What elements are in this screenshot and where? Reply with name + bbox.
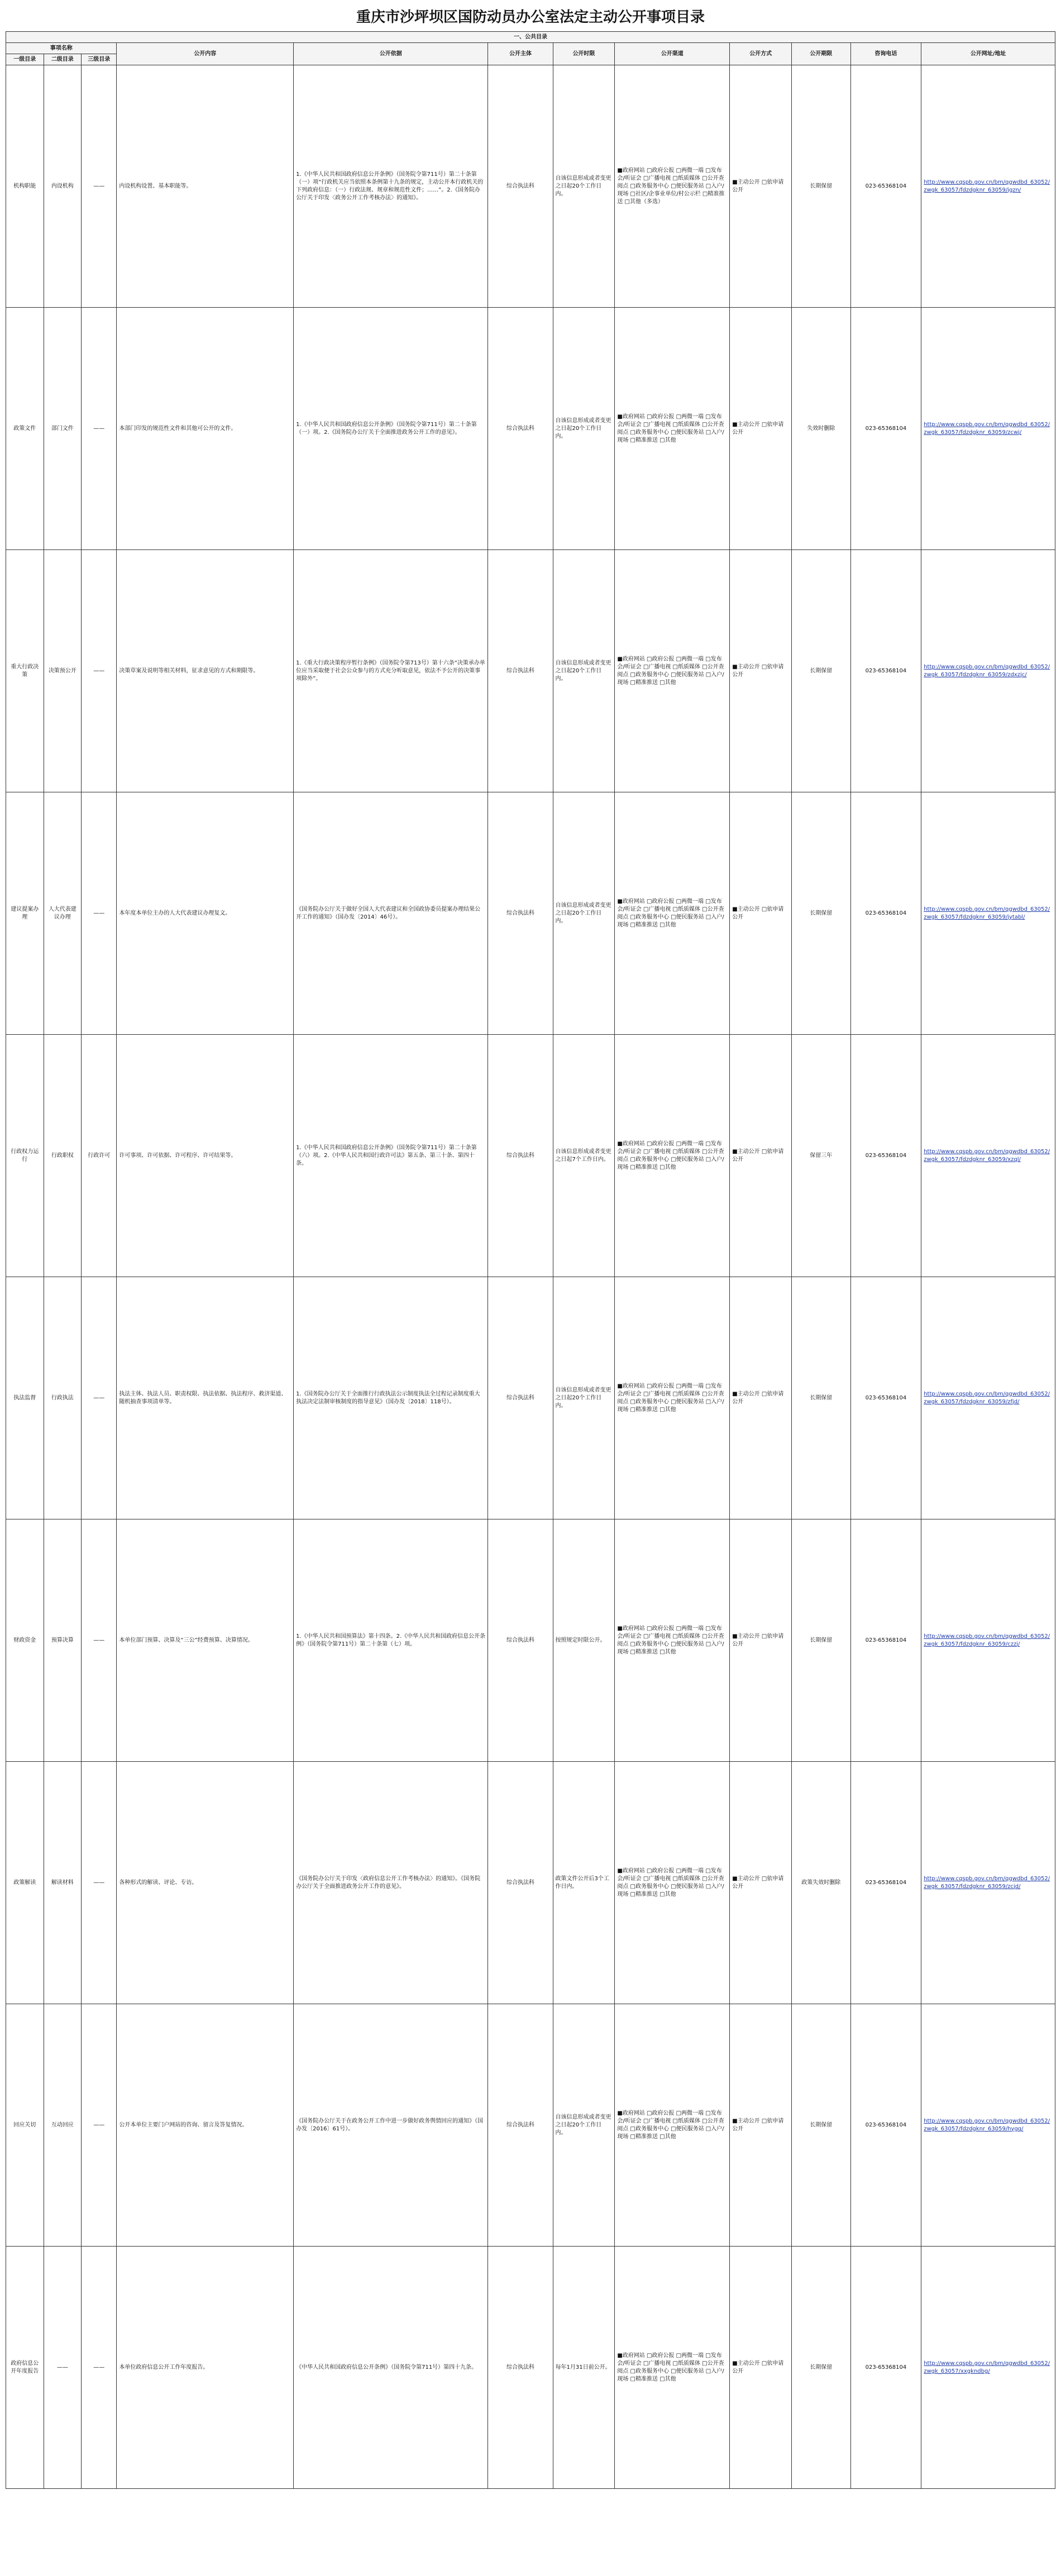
level2-cell: —— — [44, 2247, 82, 2489]
url-link[interactable]: http://www.cqspb.gov.cn/bm/qgwdbd_63052/zwgk_63057/fdzdgknr_63059/hygq/ — [921, 2004, 1055, 2247]
channel-cell: ■政府网站 □政府公报 □两微一端 □发布会/听证会 □广播电视 □纸质媒体 □公开查阅点 □政务服务中心 □便民服务站 □入户/现场 □精准推送 □其他 — [615, 1519, 730, 1762]
time-cell: 政策文件公开后3个工作日内。 — [553, 1762, 615, 2004]
channel-cell: ■政府网站 □政府公报 □两微一端 □发布会/听证会 □广播电视 □纸质媒体 □公开查阅点 □政务服务中心 □便民服务站 □入户/现场 □精准推送 □其他 — [615, 1035, 730, 1277]
subject-cell: 综合执法科 — [488, 1035, 553, 1277]
basis-cell: 1.《重大行政决策程序暂行条例》（国务院令第713号）第十六条“决策承办单位应当采取便于社会公众参与的方式充分听取意见，依法不予公开的决策事项除外”。 — [294, 550, 488, 792]
period-cell: 长期保留 — [792, 65, 851, 308]
method-cell: ■主动公开 □依申请公开 — [730, 550, 792, 792]
header-phone: 咨询电话 — [850, 43, 921, 65]
content-cell: 许可事项、许可依据、许可程序、许可结果等。 — [117, 1035, 294, 1277]
level2-cell: 决策预公开 — [44, 550, 82, 792]
subject-cell: 综合执法科 — [488, 550, 553, 792]
time-cell: 自该信息形成或者变更之日起20个工作日内。 — [553, 308, 615, 550]
header-time: 公开时限 — [553, 43, 615, 65]
level2-cell: 部门文件 — [44, 308, 82, 550]
level1-cell: 政府信息公开年度报告 — [6, 2247, 44, 2489]
level2-cell: 行政执法 — [44, 1277, 82, 1519]
subject-cell: 综合执法科 — [488, 1519, 553, 1762]
time-cell: 自该信息形成或者变更之日起20个工作日内。 — [553, 65, 615, 308]
level2-cell: 行政职权 — [44, 1035, 82, 1277]
content-cell: 内设机构设置、基本职能等。 — [117, 65, 294, 308]
time-cell: 按照规定时限公开。 — [553, 1519, 615, 1762]
table-row — [6, 1762, 1055, 2004]
header-level2: 二级目录 — [44, 54, 82, 65]
catalog-body — [6, 65, 1055, 2489]
section-header-row — [6, 32, 1055, 43]
time-cell: 自该信息形成或者变更之日起20个工作日内。 — [553, 550, 615, 792]
phone-cell: 023-65368104 — [850, 65, 921, 308]
channel-cell: ■政府网站 □政府公报 □两微一端 □发布会/听证会 □广播电视 □纸质媒体 □公开查阅点 □政务服务中心 □便民服务站 □入户/现场 □精准推送 □其他 — [615, 1762, 730, 2004]
level1-cell: 财政资金 — [6, 1519, 44, 1762]
method-cell: ■主动公开 □依申请公开 — [730, 1762, 792, 2004]
subject-cell: 综合执法科 — [488, 2247, 553, 2489]
table-row — [6, 1519, 1055, 1762]
url-link[interactable]: http://www.cqspb.gov.cn/bm/qgwdbd_63052/zwgk_63057/fdzdgknr_63059/zcwj/ — [921, 308, 1055, 550]
method-cell: ■主动公开 □依申请公开 — [730, 792, 792, 1035]
content-cell: 公开本单位主要门户网站的咨询、留言及答复情况。 — [117, 2004, 294, 2247]
subject-cell: 综合执法科 — [488, 2004, 553, 2247]
period-cell: 长期保留 — [792, 2247, 851, 2489]
time-cell: 每年1月31日前公开。 — [553, 2247, 615, 2489]
content-cell: 各种形式的解读、评论、专访。 — [117, 1762, 294, 2004]
method-cell: ■主动公开 □依申请公开 — [730, 2247, 792, 2489]
level1-cell: 行政权力运行 — [6, 1035, 44, 1277]
phone-cell: 023-65368104 — [850, 1762, 921, 2004]
phone-cell: 023-65368104 — [850, 1035, 921, 1277]
table-row — [6, 65, 1055, 308]
level1-cell: 建议提案办理 — [6, 792, 44, 1035]
method-cell: ■主动公开 □依申请公开 — [730, 1035, 792, 1277]
level2-cell: 内设机构 — [44, 65, 82, 308]
basis-cell: 《中华人民共和国政府信息公开条例》（国务院令第711号）第四十九条。 — [294, 2247, 488, 2489]
basis-cell: 《国务院办公厅关于印发〈政府信息公开工作考核办法〉的通知》。《国务院办公厅关于全面推进政务公开工作的意见》。 — [294, 1762, 488, 2004]
basis-cell: 1.《中华人民共和国政府信息公开条例》（国务院令第711号）第二十条第（一）项。2.《国务院办公厅关于全面推进政务公开工作的意见》。 — [294, 308, 488, 550]
header-level1: 一级目录 — [6, 54, 44, 65]
content-cell: 本单位部门预算、决算及“三公”经费预算、决算情况。 — [117, 1519, 294, 1762]
header-level3: 三级目录 — [82, 54, 117, 65]
level2-cell: 互动回应 — [44, 2004, 82, 2247]
table-row — [6, 1035, 1055, 1277]
phone-cell: 023-65368104 — [850, 792, 921, 1035]
url-link[interactable]: http://www.cqspb.gov.cn/bm/qgwdbd_63052/zwgk_63057/xxgkndbg/ — [921, 2247, 1055, 2489]
header-content: 公开内容 — [117, 43, 294, 65]
header-channel: 公开渠道 — [615, 43, 730, 65]
phone-cell: 023-65368104 — [850, 2247, 921, 2489]
period-cell: 长期保留 — [792, 2004, 851, 2247]
level2-cell: 预算决算 — [44, 1519, 82, 1762]
phone-cell: 023-65368104 — [850, 550, 921, 792]
channel-cell: ■政府网站 □政府公报 □两微一端 □发布会/听证会 □广播电视 □纸质媒体 □公开查阅点 □政务服务中心 □便民服务站 □入户/现场 □精准推送 □其他 — [615, 550, 730, 792]
content-cell: 决策草案及说明等相关材料，征求意见的方式和期限等。 — [117, 550, 294, 792]
channel-cell: ■政府网站 □政府公报 □两微一端 □发布会/听证会 □广播电视 □纸质媒体 □公开查阅点 □政务服务中心 □便民服务站 □入户/现场 □精准推送 □其他 — [615, 1277, 730, 1519]
method-cell: ■主动公开 □依申请公开 — [730, 2004, 792, 2247]
subject-cell: 综合执法科 — [488, 65, 553, 308]
channel-cell: ■政府网站 □政府公报 □两微一端 □发布会/听证会 □广播电视 □纸质媒体 □公开查阅点 □政务服务中心 □便民服务站 □入户/现场 □精准推送 □其他 — [615, 792, 730, 1035]
method-cell: ■主动公开 □依申请公开 — [730, 1519, 792, 1762]
period-cell: 保留三年 — [792, 1035, 851, 1277]
method-cell: ■主动公开 □依申请公开 — [730, 65, 792, 308]
table-row — [6, 2004, 1055, 2247]
level1-cell: 政策文件 — [6, 308, 44, 550]
table-row — [6, 792, 1055, 1035]
url-link[interactable]: http://www.cqspb.gov.cn/bm/qgwdbd_63052/zwgk_63057/fdzdgknr_63059/czzj/ — [921, 1519, 1055, 1762]
url-link[interactable]: http://www.cqspb.gov.cn/bm/qgwdbd_63052/zwgk_63057/fdzdgknr_63059/jgzn/ — [921, 65, 1055, 308]
phone-cell: 023-65368104 — [850, 2004, 921, 2247]
level3-cell: —— — [82, 308, 117, 550]
content-cell: 本年度本单位主办的人大代表建议办理复文。 — [117, 792, 294, 1035]
basis-cell: 1.《中华人民共和国预算法》第十四条。2.《中华人民共和国政府信息公开条例》（国务院令第711号）第二十条第（七）项。 — [294, 1519, 488, 1762]
period-cell: 长期保留 — [792, 550, 851, 792]
header-method: 公开方式 — [730, 43, 792, 65]
method-cell: ■主动公开 □依申请公开 — [730, 308, 792, 550]
period-cell: 政策失效时删除 — [792, 1762, 851, 2004]
header-subject: 公开主体 — [488, 43, 553, 65]
table-row — [6, 550, 1055, 792]
phone-cell: 023-65368104 — [850, 1277, 921, 1519]
period-cell: 长期保留 — [792, 1277, 851, 1519]
header-period: 公开期限 — [792, 43, 851, 65]
document-title: 重庆市沙坪坝区国防动员办公室法定主动公开事项目录 — [356, 9, 705, 26]
level2-cell: 人大代表建议办理 — [44, 792, 82, 1035]
basis-cell: 1.《国务院办公厅关于全面推行行政执法公示制度执法全过程记录制度重大执法决定法制审核制度的指导意见》（国办发〔2018〕118号）。 — [294, 1277, 488, 1519]
channel-cell: ■政府网站 □政府公报 □两微一端 □发布会/听证会 □广播电视 □纸质媒体 □公开查阅点 □政务服务中心 □便民服务站 □入户/现场 □社区/企事业单位/村公示栏 □精准推送 □其他（多选） — [615, 65, 730, 308]
channel-cell: ■政府网站 □政府公报 □两微一端 □发布会/听证会 □广播电视 □纸质媒体 □公开查阅点 □政务服务中心 □便民服务站 □入户/现场 □精准推送 □其他 — [615, 2004, 730, 2247]
level1-cell: 执法监督 — [6, 1277, 44, 1519]
time-cell: 自该信息形成或者变更之日起20个工作日内。 — [553, 2004, 615, 2247]
basis-cell: 1.《中华人民共和国政府信息公开条例》（国务院令第711号）第二十条第（一）项“行政机关应当依照本条例第十九条的规定，主动公开本行政机关的下列政府信息：（一）行政法规、规章和规范性文件；……”。2.《国务院办公厅关于印发〈政务公开工作考核办法〉的通知》。 — [294, 65, 488, 308]
period-cell: 长期保留 — [792, 1519, 851, 1762]
basis-cell: 《国务院办公厅关于做好全国人大代表建议和全国政协委员提案办理结果公开工作的通知》（国办发〔2014〕46号）。 — [294, 792, 488, 1035]
table-row — [6, 2247, 1055, 2489]
header-basis: 公开依据 — [294, 43, 488, 65]
level3-cell: —— — [82, 792, 117, 1035]
phone-cell: 023-65368104 — [850, 1519, 921, 1762]
section-title: 一、公共目录 — [6, 32, 1055, 43]
period-cell: 失效时删除 — [792, 308, 851, 550]
url-link[interactable]: http://www.cqspb.gov.cn/bm/qgwdbd_63052/zwgk_63057/fdzdgknr_63059/jytabl/ — [921, 792, 1055, 1035]
period-cell: 长期保留 — [792, 792, 851, 1035]
url-link[interactable]: http://www.cqspb.gov.cn/bm/qgwdbd_63052/zwgk_63057/fdzdgknr_63059/zcjd/ — [921, 1762, 1055, 2004]
url-link[interactable]: http://www.cqspb.gov.cn/bm/qgwdbd_63052/zwgk_63057/fdzdgknr_63059/zfjd/ — [921, 1277, 1055, 1519]
level2-cell: 解读材料 — [44, 1762, 82, 2004]
subject-cell: 综合执法科 — [488, 1762, 553, 2004]
catalog-table — [6, 31, 1055, 2489]
header-url: 公开网址/地址 — [921, 43, 1055, 65]
level3-cell: —— — [82, 1277, 117, 1519]
header-row-1 — [6, 43, 1055, 54]
time-cell: 自该信息形成或者变更之日起20个工作日内。 — [553, 1277, 615, 1519]
url-link[interactable]: http://www.cqspb.gov.cn/bm/qgwdbd_63052/zwgk_63057/fdzdgknr_63059/zdxzjc/ — [921, 550, 1055, 792]
level3-cell: 行政许可 — [82, 1035, 117, 1277]
level3-cell: —— — [82, 2247, 117, 2489]
header-item-name: 事项名称 — [6, 43, 117, 54]
content-cell: 本部门印发的规范性文件和其他可公开的文件。 — [117, 308, 294, 550]
method-cell: ■主动公开 □依申请公开 — [730, 1277, 792, 1519]
table-row — [6, 1277, 1055, 1519]
channel-cell: ■政府网站 □政府公报 □两微一端 □发布会/听证会 □广播电视 □纸质媒体 □公开查阅点 □政务服务中心 □便民服务站 □入户/现场 □精准推送 □其他 — [615, 2247, 730, 2489]
level1-cell: 机构职能 — [6, 65, 44, 308]
level3-cell: —— — [82, 65, 117, 308]
url-link[interactable]: http://www.cqspb.gov.cn/bm/qgwdbd_63052/zwgk_63057/fdzdgknr_63059/xzql/ — [921, 1035, 1055, 1277]
subject-cell: 综合执法科 — [488, 1277, 553, 1519]
basis-cell: 1.《中华人民共和国政府信息公开条例》（国务院令第711号）第二十条第（六）项。2.《中华人民共和国行政许可法》第五条、第三十条、第四十条。 — [294, 1035, 488, 1277]
time-cell: 自该信息形成或者变更之日起20个工作日内。 — [553, 792, 615, 1035]
table-row — [6, 308, 1055, 550]
basis-cell: 《国务院办公厅关于在政务公开工作中进一步做好政务舆情回应的通知》（国办发〔2016〕61号）。 — [294, 2004, 488, 2247]
level3-cell: —— — [82, 1762, 117, 2004]
level1-cell: 重大行政决策 — [6, 550, 44, 792]
level3-cell: —— — [82, 2004, 117, 2247]
channel-cell: ■政府网站 □政府公报 □两微一端 □发布会/听证会 □广播电视 □纸质媒体 □公开查阅点 □政务服务中心 □便民服务站 □入户/现场 □精准推送 □其他 — [615, 308, 730, 550]
time-cell: 自该信息形成或者变更之日起7个工作日内。 — [553, 1035, 615, 1277]
phone-cell: 023-65368104 — [850, 308, 921, 550]
content-cell: 执法主体、执法人员、职责权限、执法依据、执法程序、救济渠道、随机抽查事项清单等。 — [117, 1277, 294, 1519]
level1-cell: 回应关切 — [6, 2004, 44, 2247]
level1-cell: 政策解读 — [6, 1762, 44, 2004]
content-cell: 本单位政府信息公开工作年度报告。 — [117, 2247, 294, 2489]
subject-cell: 综合执法科 — [488, 792, 553, 1035]
level3-cell: —— — [82, 1519, 117, 1762]
subject-cell: 综合执法科 — [488, 308, 553, 550]
level3-cell: —— — [82, 550, 117, 792]
